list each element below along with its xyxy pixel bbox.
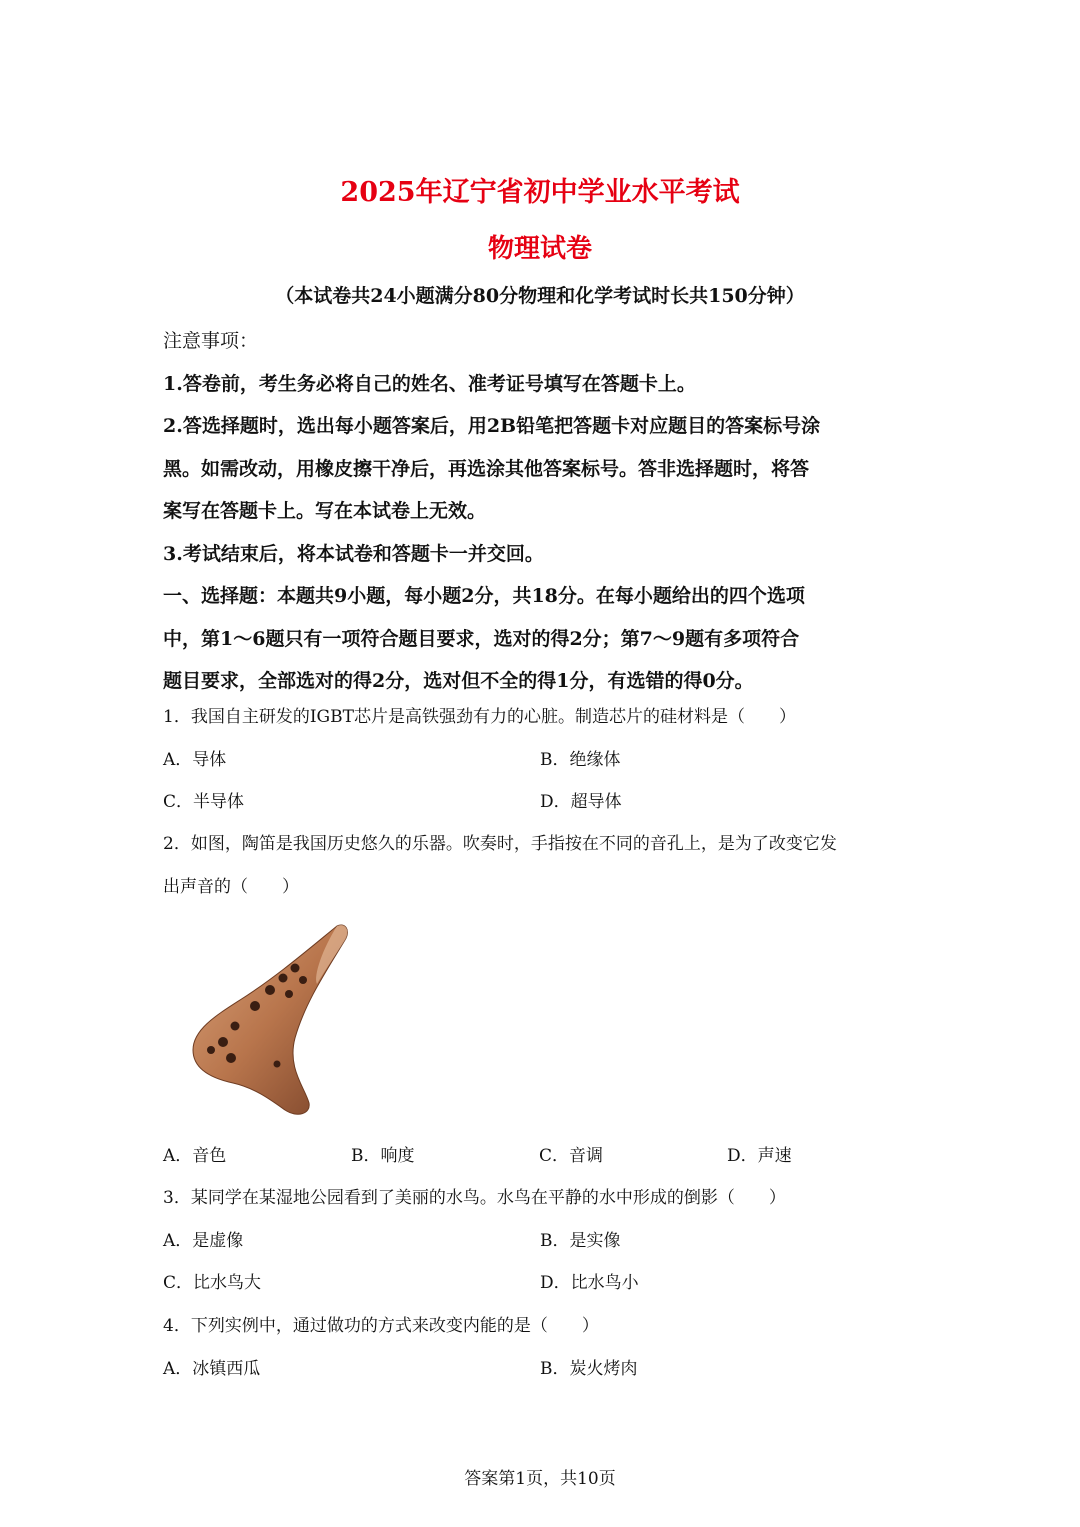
question-4 xyxy=(163,1305,933,1390)
section-1-line-1: 一、选择题：本题共9小题，每小题2分，共18分。在每小题给出的四个选项 xyxy=(163,585,805,607)
exam-info: （本试卷共24小题满分80分物理和化学考试时长共150分钟） xyxy=(275,285,805,307)
question-3 xyxy=(163,1177,933,1305)
notes-heading: 注意事项： xyxy=(163,330,259,352)
option-c: C．比水鸟大 xyxy=(163,1273,262,1293)
note-item-2-line-1: 2.答选择题时，选出每小题答案后，用2B铅笔把答题卡对应题目的答案标号涂 xyxy=(163,415,821,437)
page-footer: 答案第1页，共10页 xyxy=(464,1469,616,1489)
note-item-3: 3.考试结束后，将本试卷和答题卡一并交回。 xyxy=(163,542,544,565)
question-2-options xyxy=(163,1135,933,1178)
notes-block xyxy=(163,320,923,703)
question-stem-line-2: 出声音的（ ） xyxy=(163,876,299,897)
option-d: D．比水鸟小 xyxy=(540,1273,639,1293)
note-item-1: 1.答卷前，考生务必将自己的姓名、准考证号填写在答题卡上。 xyxy=(163,372,696,395)
section-1-line-2: 中，第1～6题只有一项符合题目要求，选对的得2分；第7～9题有多项符合 xyxy=(163,627,800,650)
section-1-line-3: 题目要求，全部选对的得2分，选对但不全的得1分，有选错的得0分。 xyxy=(163,670,754,692)
exam-title: 2025年辽宁省初中学业水平考试 xyxy=(340,177,740,208)
option-b: B．响度 xyxy=(351,1146,415,1166)
ocarina-image xyxy=(185,918,355,1123)
question-2 xyxy=(163,823,933,908)
question-stem: 3．某同学在某湿地公园看到了美丽的水鸟。水鸟在平静的水中形成的倒影（ ） xyxy=(163,1188,786,1208)
question-stem: 4．下列实例中，通过做功的方式来改变内能的是（ ） xyxy=(163,1316,599,1336)
option-b: B．炭火烤肉 xyxy=(540,1358,638,1379)
question-stem: 1．我国自主研发的IGBT芯片是高铁强劲有力的心脏。制造芯片的硅材料是（ ） xyxy=(163,707,796,727)
option-b: B．是实像 xyxy=(540,1230,621,1251)
note-item-2-line-3: 案写在答题卡上。写在本试卷上无效。 xyxy=(163,500,487,522)
subject-title: 物理试卷 xyxy=(487,234,592,264)
option-c: C．半导体 xyxy=(163,792,245,812)
option-b: B．绝缘体 xyxy=(540,749,621,770)
option-a: A．音色 xyxy=(163,1146,227,1166)
option-c: C．音调 xyxy=(539,1146,604,1166)
option-d: D．超导体 xyxy=(540,792,622,812)
question-1 xyxy=(163,696,933,824)
question-stem-line-1: 2．如图，陶笛是我国历史悠久的乐器。吹奏时，手指按在不同的音孔上，是为了改变它发 xyxy=(163,834,837,854)
option-a: A．导体 xyxy=(163,749,227,770)
option-d: D．声速 xyxy=(727,1146,792,1166)
option-a: A．是虚像 xyxy=(163,1230,244,1251)
note-item-2-line-2: 黑。如需改动，用橡皮擦干净后，再选涂其他答案标号。答非选择题时，将答 xyxy=(163,457,810,480)
option-a: A．冰镇西瓜 xyxy=(163,1358,261,1379)
